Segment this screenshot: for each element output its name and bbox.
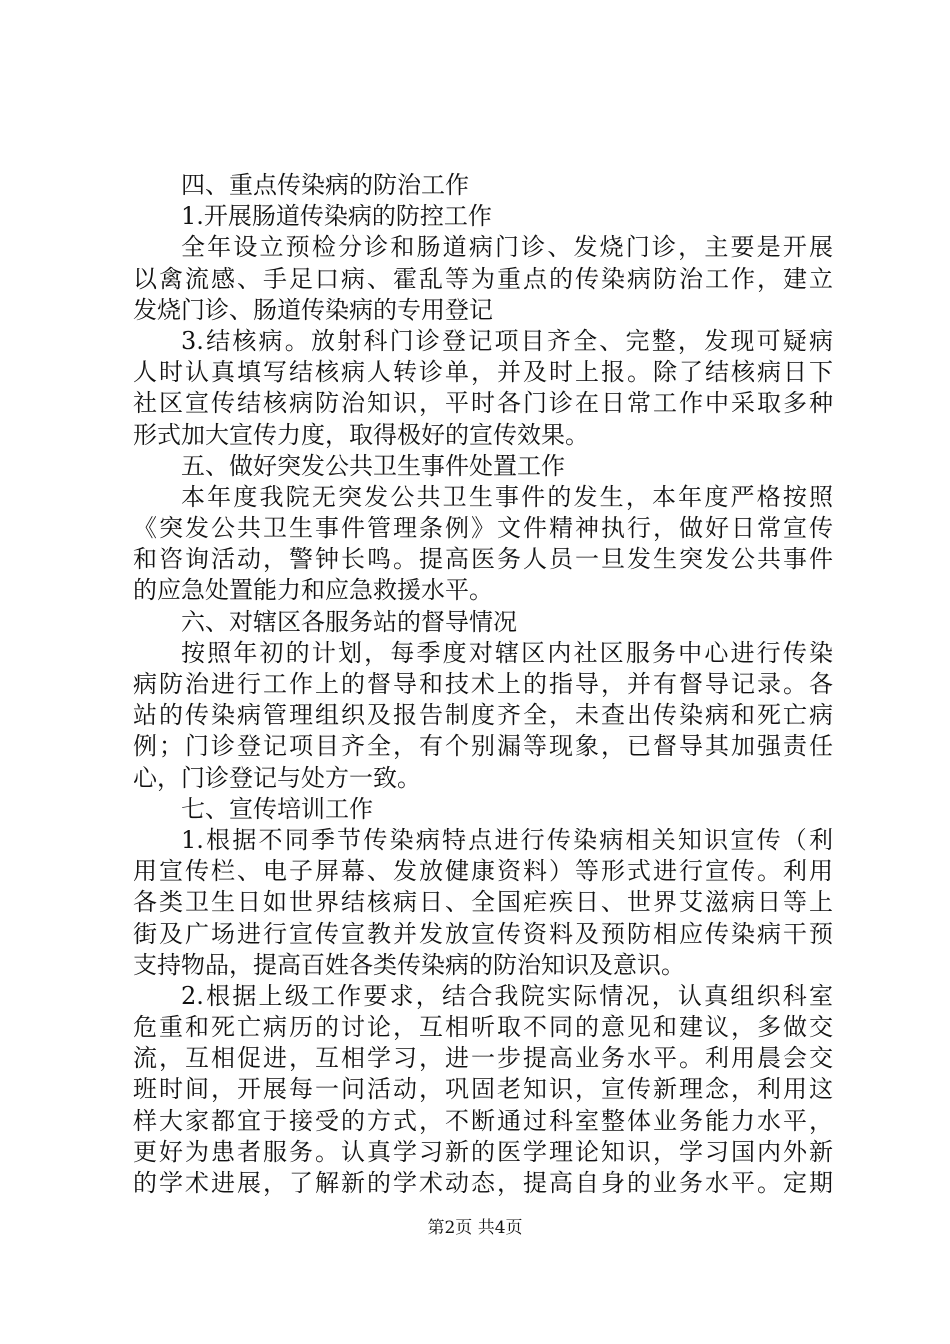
text-line: 用宣传栏、电子屏幕、发放健康资料）等形式进行宣传。利用 <box>133 857 833 886</box>
text-line: 更好为患者服务。认真学习新的医学理论知识，学习国内外新 <box>133 1137 833 1166</box>
text-line: 社区宣传结核病防治知识，平时各门诊在日常工作中采取多种 <box>133 389 833 418</box>
text-line: 和咨询活动，警钟长鸣。提高医务人员一旦发生突发公共事件 <box>133 545 833 574</box>
text-line: 病防治进行工作上的督导和技术上的指导，并有督导记录。各 <box>133 670 833 698</box>
text-line: 以禽流感、手足口病、霍乱等为重点的传染病防治工作，建立 <box>133 264 833 293</box>
text-line: 的应急处置能力和应急救援水平。 <box>133 576 493 605</box>
text-line: 流，互相促进，互相学习，进一步提高业务水平。利用晨会交 <box>133 1044 833 1073</box>
text-line: 例；门诊登记项目齐全，有个别漏等现象，已督导其加强责任 <box>133 732 833 761</box>
text-line: 四、重点传染病的防治工作 <box>181 171 469 199</box>
text-line: 各类卫生日如世界结核病日、全国疟疾日、世界艾滋病日等上 <box>133 888 833 917</box>
text-line: 1.开展肠道传染病的防控工作 <box>181 202 492 231</box>
text-line: 人时认真填写结核病人转诊单，并及时上报。除了结核病日下 <box>133 358 833 387</box>
text-line: 3.结核病。放射科门诊登记项目齐全、完整，发现可疑病 <box>181 326 833 355</box>
page-footer: 第2页 共4页 <box>427 1218 523 1238</box>
text-line: 六、对辖区各服务站的督导情况 <box>181 607 517 636</box>
text-line: 街及广场进行宣传宣教并发放宣传资料及预防相应传染病干预 <box>133 919 833 948</box>
document-body <box>133 170 833 1199</box>
text-line: 发烧门诊、肠道传染病的专用登记 <box>133 295 493 324</box>
text-line: 2.根据上级工作要求，结合我院实际情况，认真组织科室 <box>181 981 833 1010</box>
text-line: 样大家都宜于接受的方式，不断通过科室整体业务能力水平， <box>133 1106 833 1135</box>
text-line: 站的传染病管理组织及报告制度齐全，未查出传染病和死亡病 <box>133 701 833 730</box>
text-line: 班时间，开展每一问活动，巩固老知识，宣传新理念，利用这 <box>133 1075 833 1104</box>
text-line: 形式加大宣传力度，取得极好的宣传效果。 <box>133 420 589 449</box>
text-line: 1.根据不同季节传染病特点进行传染病相关知识宣传（利 <box>181 825 833 854</box>
text-line: 五、做好突发公共卫生事件处置工作 <box>181 451 565 480</box>
text-line: 按照年初的计划，每季度对辖区内社区服务中心进行传染 <box>181 638 833 667</box>
text-line: 《突发公共卫生事件管理条例》文件精神执行，做好日常宣传 <box>133 514 833 543</box>
text-line: 本年度我院无突发公共卫生事件的发生，本年度严格按照 <box>181 482 833 511</box>
text-line: 危重和死亡病历的讨论，互相听取不同的意见和建议，多做交 <box>133 1013 833 1042</box>
text-line: 全年设立预检分诊和肠道病门诊、发烧门诊，主要是开展 <box>181 233 833 262</box>
text-line: 的学术进展，了解新的学术动态，提高自身的业务水平。定期 <box>133 1169 833 1197</box>
text-line: 支持物品，提高百姓各类传染病的防治知识及意识。 <box>133 950 685 979</box>
text-line: 七、宣传培训工作 <box>181 794 373 823</box>
text-line: 心，门诊登记与处方一致。 <box>133 763 421 792</box>
